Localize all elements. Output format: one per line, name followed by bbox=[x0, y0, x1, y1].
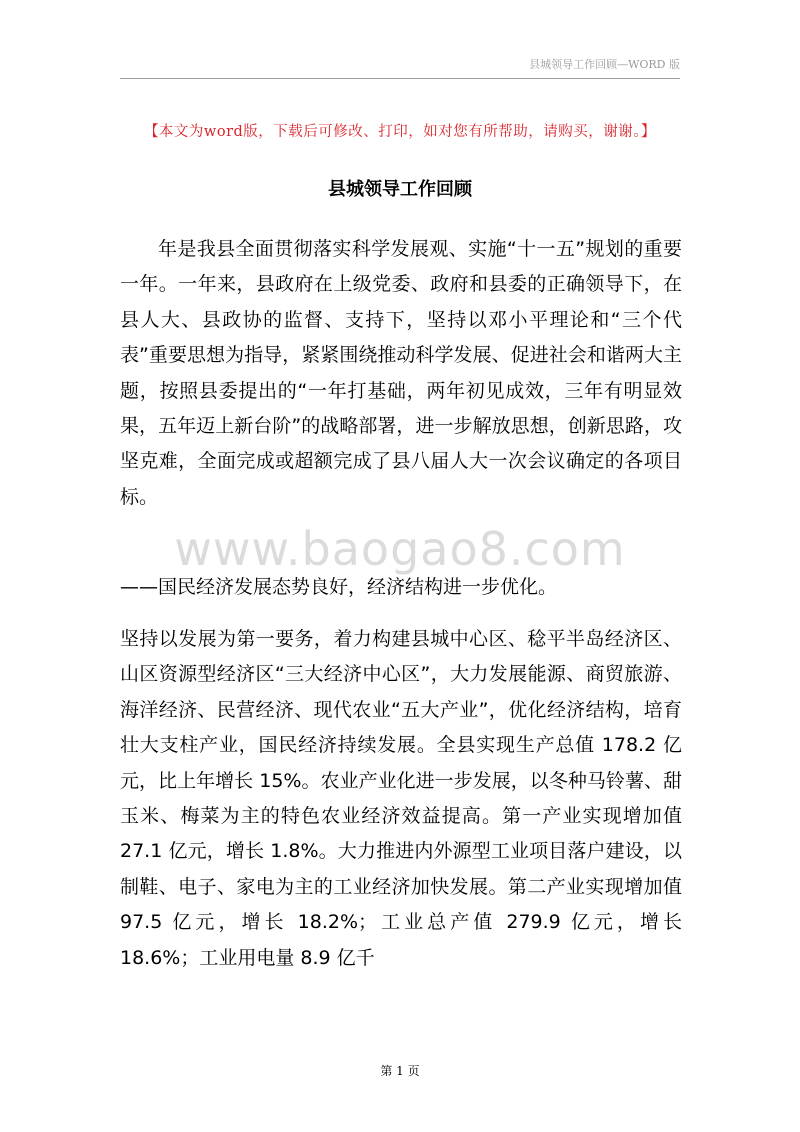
running-title: 县城领导工作回顾—WORD 版 bbox=[529, 58, 680, 71]
page-number: 第 1 页 bbox=[380, 1064, 420, 1078]
watermark: www.baogao8.com bbox=[174, 522, 626, 576]
paragraph-intro: 年是我县全面贯彻落实科学发展观、实施“十一五”规划的重要一年。一年来，县政府在上级党委、政府和县委的正确领导下，在县人大、县政协的监督、支持下，坚持以邓小平理论和“三个代表”重要思想为指导，紧紧围绕推动科学发展、促进社会和谐两大主题，按照县委提出的“一年打基础，两年初见成效，三年有明显效果，五年迈上新台阶”的战略部署，进一步解放思想，创新思路，攻坚克难，全面完成或超额完成了县八届人大一次会议确定的各项目标。 bbox=[120, 238, 682, 508]
paragraph-economy-details: 坚持以发展为第一要务，着力构建县城中心区、稔平半岛经济区、山区资源型经济区“三大经济中心区”，大力发展能源、商贸旅游、海洋经济、民营经济、现代农业“五大产业”，优化经济结构，培育壮大支柱产业，国民经济持续发展。全县实现生产总值 178.2 亿元，比上年增长 15%。农业产业化进一步发展，以冬种马铃薯、甜玉米、梅菜为主的特色农业经济效益提高。第一产业实现增加值 27.1 亿元，增长 1.8%。大力推进内外源型工业项目落户建设，以制鞋、电子、家电为主的工业经济加快发展。第二产业实现增加值 97.5 亿元，增长 18.2%；工业总产值 279.9 亿元，增长 18.6%；工业用电量 8.9 亿千 bbox=[120, 628, 682, 969]
paragraph-heading-economy: ——国民经济发展态势良好，经济结构进一步优化。 bbox=[120, 576, 558, 598]
download-notice: 【本文为word版，下载后可修改、打印，如对您有所帮助，请购买，谢谢。】 bbox=[143, 124, 657, 140]
running-header bbox=[120, 56, 680, 79]
document-title: 县城领导工作回顾 bbox=[328, 179, 472, 200]
